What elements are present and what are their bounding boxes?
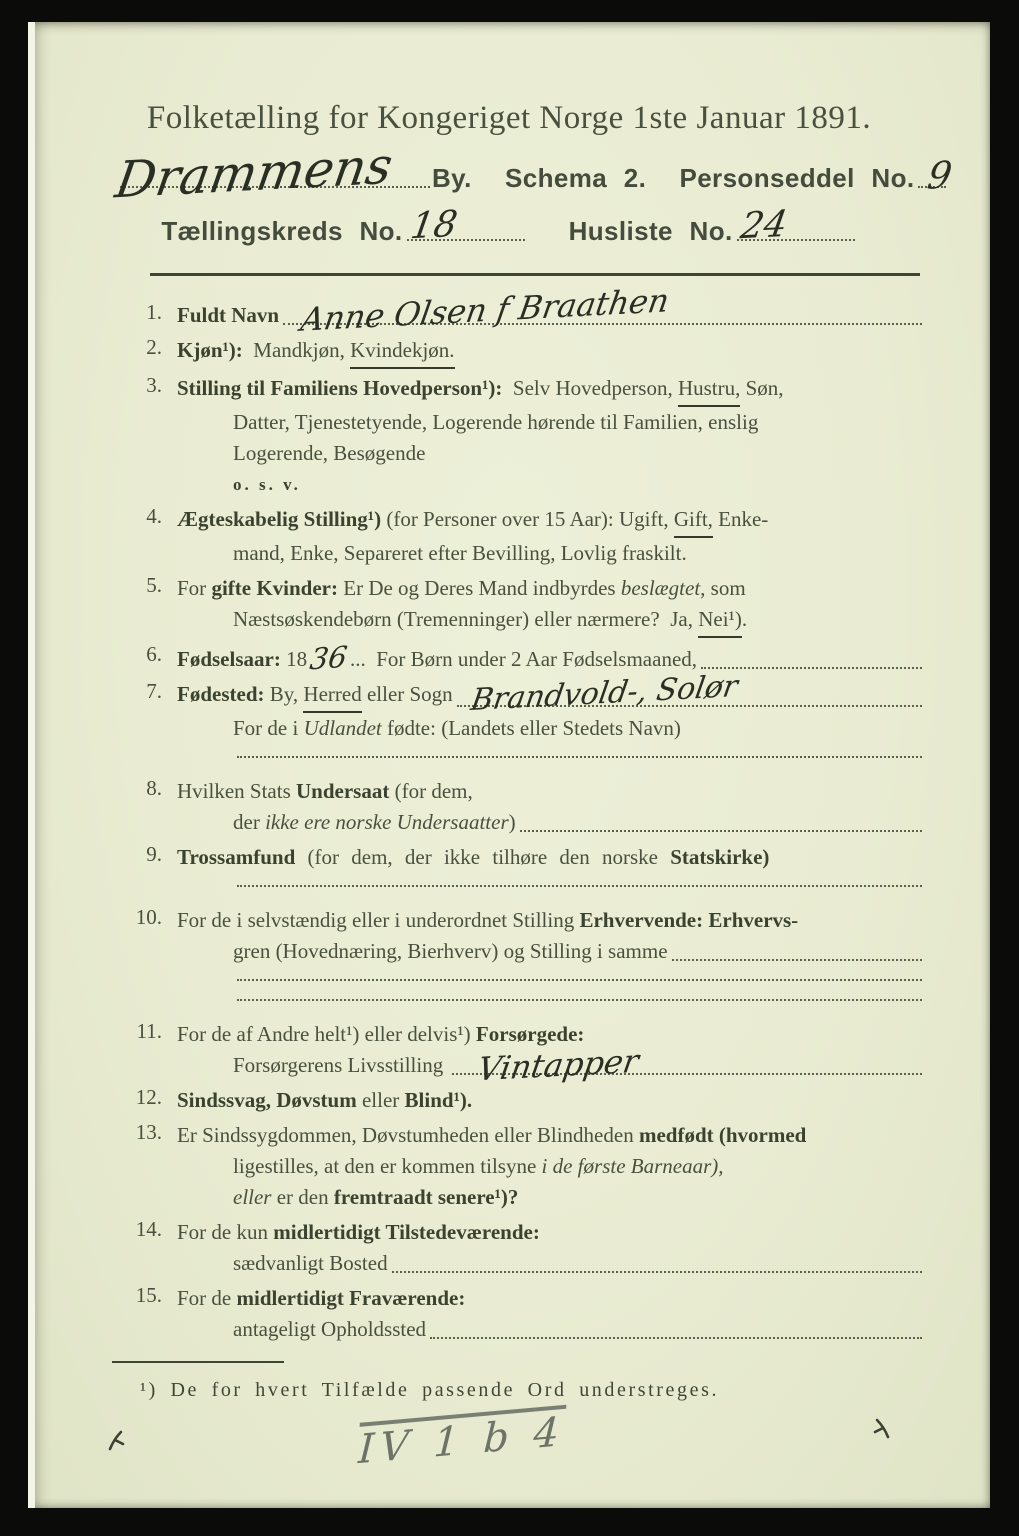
- item-content: [177, 776, 924, 838]
- print-text: o. s. v.: [233, 475, 301, 494]
- print-text: Hustru,: [678, 373, 740, 407]
- item-number: 13.: [135, 1120, 162, 1144]
- form-line: [177, 469, 924, 500]
- print-text: Erhvervende: Erhvervs-: [579, 908, 799, 932]
- form-line: [177, 1182, 924, 1213]
- dotted-leader: [237, 756, 922, 758]
- paper-tear-mark-left: [106, 1427, 128, 1458]
- item-content: [177, 639, 924, 677]
- print-text: 18: [286, 647, 308, 671]
- form-line: [177, 438, 924, 469]
- municipality-entry-line: [111, 136, 430, 210]
- item-content: [177, 573, 924, 638]
- dotted-leader: [520, 830, 922, 832]
- page-title: Folketælling for Kongeriget Norge 1ste Januar 1891.: [146, 100, 872, 136]
- item-number: 7.: [146, 679, 162, 703]
- form-line: [177, 979, 924, 987]
- form-item-10: [114, 905, 924, 1015]
- print-text: For de af Andre helt¹) eller delvis¹): [177, 1022, 476, 1046]
- print-text: eller Sogn: [361, 682, 453, 706]
- print-text: For de i: [233, 716, 304, 740]
- print-text: Er Sindssygdommen, Døvstumheden eller Blindheden: [177, 1123, 639, 1147]
- print-text: (for dem,: [394, 779, 473, 803]
- header-line-district: [88, 203, 930, 248]
- item-content: [177, 1019, 924, 1089]
- print-text: Forsørgede:: [475, 1022, 585, 1046]
- form-item-3: [114, 373, 924, 500]
- dotted-leader: [392, 1271, 922, 1273]
- form-item-14: [114, 1217, 924, 1279]
- footnote-rule: [112, 1361, 284, 1363]
- print-text: Hvilken Stats: [177, 779, 296, 803]
- form-item-9: [114, 842, 924, 901]
- print-text: midlertidigt Tilstedeværende:: [273, 1220, 540, 1244]
- print-text: antageligt Opholdssted: [233, 1317, 427, 1341]
- print-text: (for Personer over 15 Aar): Ugift,: [386, 507, 674, 531]
- item-number: 3.: [146, 373, 162, 397]
- husliste-entry-line: [737, 203, 855, 248]
- print-text: Søn,: [740, 376, 784, 400]
- print-text: For de i selvstændig eller i underordnet Stilling: [177, 908, 580, 932]
- print-text: Selv Hovedperson,: [512, 376, 678, 400]
- item-content: [177, 905, 924, 1015]
- print-text: Kvindekjøn.: [350, 335, 454, 369]
- print-text: mand, Enke, Separeret efter Bevilling, Lovlig fraskilt.: [233, 541, 687, 565]
- item-number: 10.: [135, 905, 162, 929]
- form-line: [177, 604, 924, 638]
- form-line: [177, 373, 924, 407]
- print-text: Blind¹).: [404, 1088, 473, 1112]
- item-content: [177, 504, 924, 569]
- item-number: 12.: [135, 1085, 162, 1109]
- print-text: beslægtet,: [620, 576, 706, 600]
- tellingskreds-label: Tællingskreds No.: [161, 216, 403, 246]
- municipality-handwritten: Drammens: [111, 136, 397, 210]
- form-line: [177, 885, 924, 893]
- item-content: [177, 1085, 924, 1116]
- form-line: [177, 407, 924, 438]
- husliste-label: Husliste No.: [568, 216, 733, 246]
- form-item-13: [114, 1120, 924, 1213]
- item-content: [177, 281, 924, 339]
- personseddel-no-handwritten: 9: [924, 153, 955, 198]
- form-line: [177, 776, 924, 807]
- form-line: [177, 538, 924, 569]
- form-line: [177, 713, 924, 744]
- entry-line-with-handwriting: [283, 281, 922, 339]
- print-text: der: [233, 810, 266, 834]
- footnote-text: ¹) De for hvert Tilfælde passende Ord understreges.: [140, 1379, 720, 1401]
- form-item-6: [114, 639, 924, 677]
- print-text: Fødested:: [177, 682, 270, 706]
- form-line: [177, 999, 924, 1007]
- print-text: eller: [233, 1185, 272, 1209]
- form-line: [177, 1314, 924, 1345]
- form-item-2: [114, 335, 924, 369]
- print-text: Udlandet: [303, 716, 382, 740]
- item-number: 9.: [146, 842, 162, 866]
- item-number: 15.: [135, 1283, 162, 1307]
- header-line-municipality: [111, 136, 955, 210]
- form-line: [177, 1151, 924, 1182]
- item-content: [177, 335, 924, 369]
- tellingskreds-no-handwritten: 18: [407, 203, 460, 248]
- print-text: For de kun: [177, 1220, 274, 1244]
- print-text: Forsørgerens Livsstilling: [233, 1053, 449, 1077]
- print-text: gren (Hovednæring, Bierhverv) og Stilling i samme: [233, 939, 668, 963]
- print-text: By,: [269, 682, 304, 706]
- item-number: 5.: [146, 573, 162, 597]
- tellingskreds-entry-line: [407, 203, 525, 248]
- handwritten-entry: Vintapper: [475, 1041, 642, 1089]
- print-text: fødte: (Landets eller Stedets Navn): [381, 716, 681, 740]
- schema-label: By. Schema 2. Personseddel No.: [432, 163, 915, 193]
- print-text: Logerende, Besøgende: [233, 441, 426, 465]
- form-line: [177, 504, 924, 538]
- print-text: Sindssvag, Døvstum: [177, 1088, 362, 1112]
- handwritten-entry: Brandvold-, Solør: [468, 668, 740, 719]
- print-text: ligestilles, at den er kommen tilsyne: [233, 1154, 542, 1178]
- form-line: [177, 573, 924, 604]
- print-text: Herred: [303, 679, 361, 713]
- form-line: [177, 842, 924, 873]
- form-line: [177, 1120, 924, 1151]
- print-text: (for dem, der ikke tilhøre den norske: [307, 845, 671, 869]
- print-text: Stilling til Familiens Hovedperson¹):: [177, 376, 513, 400]
- print-text: ... For Børn under 2 Aar Fødselsmaaned,: [349, 647, 698, 671]
- item-content: [177, 668, 924, 772]
- form-item-5: [114, 573, 924, 638]
- print-text: Fuldt Navn: [177, 303, 280, 327]
- print-text: i de første Barneaar),: [541, 1154, 724, 1178]
- item-content: [177, 373, 924, 500]
- print-text: Ægteskabelig Stilling¹): [177, 507, 387, 531]
- form-line: [177, 1085, 924, 1116]
- item-content: [177, 1217, 924, 1279]
- form-line: [177, 1248, 924, 1279]
- form-item-11: [114, 1019, 924, 1089]
- print-text: Trossamfund: [177, 845, 308, 869]
- print-text: sædvanligt Bosted: [233, 1251, 388, 1275]
- entry-line-with-handwriting: [452, 1041, 922, 1089]
- header-divider-rule: [150, 273, 920, 276]
- print-text: Fødselsaar:: [177, 647, 287, 671]
- item-number: 11.: [136, 1019, 162, 1043]
- personseddel-entry-line: [918, 153, 955, 198]
- form-item-15: [114, 1283, 924, 1345]
- item-content: [177, 1283, 924, 1345]
- form-item-4: [114, 504, 924, 569]
- print-text: medfødt (hvormed: [638, 1123, 807, 1147]
- item-content: [177, 1120, 924, 1213]
- print-text: fremtraadt senere¹)?: [333, 1185, 519, 1209]
- form-line: [177, 1283, 924, 1314]
- handwritten-entry: Anne Olsen f Braathen: [298, 281, 672, 339]
- print-text: Statskirke): [670, 845, 770, 869]
- print-text: ): [508, 810, 516, 834]
- print-text: Kjøn¹):: [177, 338, 254, 362]
- print-text: midlertidigt Fraværende:: [236, 1286, 466, 1310]
- print-text: Enke-: [712, 507, 769, 531]
- print-text: For de: [177, 1286, 237, 1310]
- form-item-8: [114, 776, 924, 838]
- print-text: Datter, Tjenestetyende, Logerende hørende til Familien, enslig: [233, 410, 759, 434]
- form-line: [177, 335, 924, 369]
- print-text: .: [741, 607, 748, 631]
- print-text: Næstsøskendebørn (Tremenninger) eller nærmere? Ja,: [233, 607, 699, 631]
- dotted-leader: [237, 999, 922, 1001]
- item-number: 14.: [135, 1217, 162, 1241]
- print-text: Gift,: [674, 504, 713, 538]
- form-line: [177, 1041, 924, 1089]
- form-line: [177, 807, 924, 838]
- dotted-leader: [237, 979, 922, 981]
- form-line: [177, 281, 924, 339]
- print-text: For: [177, 576, 212, 600]
- item-content: [177, 842, 924, 901]
- print-text: er den: [271, 1185, 334, 1209]
- form-line: [177, 668, 924, 719]
- print-text: Undersaat: [296, 779, 395, 803]
- print-text: som: [705, 576, 746, 600]
- item-number: 4.: [146, 504, 162, 528]
- item-number: 2.: [146, 335, 162, 359]
- form-line: [177, 1217, 924, 1248]
- handwritten-entry: 36: [307, 639, 350, 677]
- form-item-1: [114, 281, 924, 339]
- form-line: [177, 639, 924, 677]
- item-number: 8.: [146, 776, 162, 800]
- print-text: Er De og Deres Mand indbyrdes: [343, 576, 621, 600]
- print-text: Mandkjøn,: [253, 338, 351, 362]
- item-number: 6.: [146, 642, 162, 666]
- form-items: [114, 281, 924, 1345]
- dotted-leader: [237, 885, 922, 887]
- print-text: gifte Kvinder:: [211, 576, 344, 600]
- paper-tear-mark-right: [870, 1415, 892, 1446]
- form-line: [177, 905, 924, 936]
- print-text: Nei¹): [698, 604, 742, 638]
- census-form-page: [28, 22, 990, 1508]
- print-text: ikke ere norske Undersaatter: [265, 810, 509, 834]
- entry-line-with-handwriting: [457, 668, 922, 719]
- dotted-leader: [430, 1337, 922, 1339]
- husliste-no-handwritten: 24: [737, 203, 790, 248]
- form-line: [177, 936, 924, 967]
- pencil-archival-note: IV 1 b 4: [357, 1408, 567, 1474]
- form-item-7: [114, 668, 924, 772]
- dotted-leader: [672, 959, 922, 961]
- item-number: 1.: [146, 300, 162, 324]
- form-line: [177, 756, 924, 764]
- print-text: eller: [361, 1088, 405, 1112]
- form-item-12: [114, 1085, 924, 1116]
